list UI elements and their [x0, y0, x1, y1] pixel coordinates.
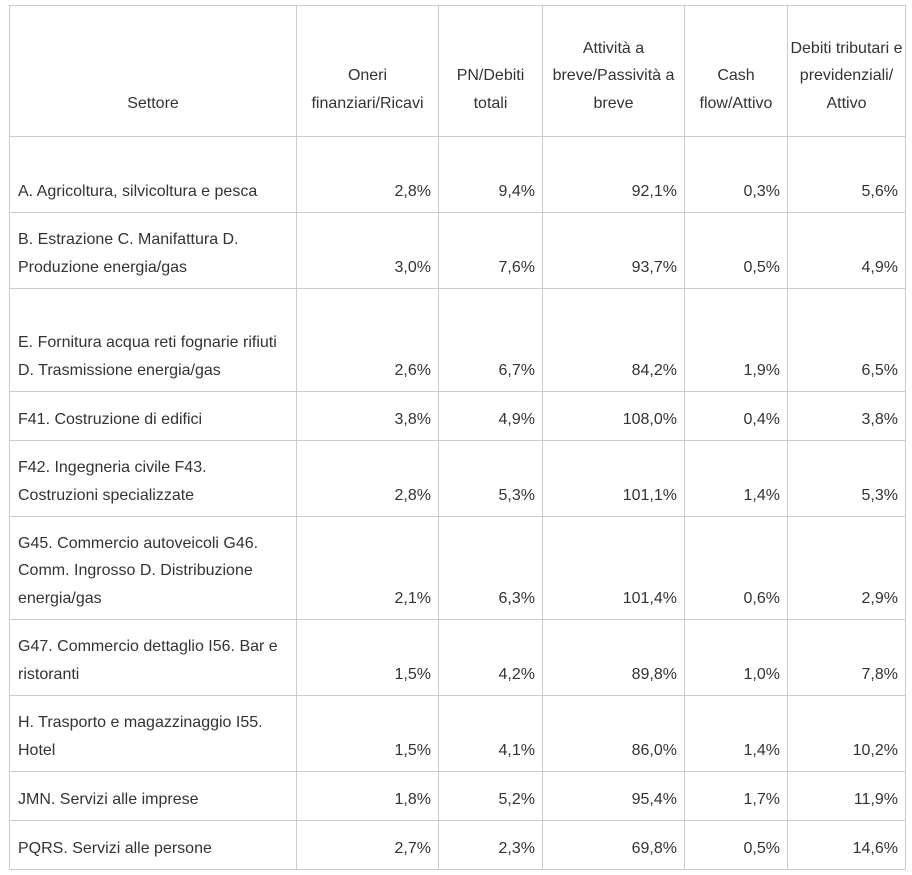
table-row: [10, 392, 906, 441]
attivita-cell: 95,4%: [543, 772, 685, 821]
pn-cell: 7,6%: [439, 213, 543, 289]
oneri-cell: 1,5%: [297, 696, 439, 772]
header-settore: Settore: [10, 6, 297, 137]
oneri-cell: 2,7%: [297, 821, 439, 870]
oneri-cell: 1,5%: [297, 620, 439, 696]
oneri-cell: 2,8%: [297, 441, 439, 517]
table-row: [10, 213, 906, 289]
attivita-cell: 101,1%: [543, 441, 685, 517]
cash-flow-cell: 1,4%: [685, 441, 788, 517]
cash-flow-cell: 0,4%: [685, 392, 788, 441]
attivita-cell: 86,0%: [543, 696, 685, 772]
cash-flow-cell: 1,0%: [685, 620, 788, 696]
sector-cell: JMN. Servizi alle imprese: [10, 772, 297, 821]
pn-cell: 4,2%: [439, 620, 543, 696]
header-attivita-passivita: Attività a breve/Passività a breve: [543, 6, 685, 137]
table-row: [10, 821, 906, 870]
header-cash-flow: Cash flow/Attivo: [685, 6, 788, 137]
attivita-cell: 92,1%: [543, 137, 685, 213]
sector-cell: A. Agricoltura, silvicoltura e pesca: [10, 137, 297, 213]
debiti-cell: 3,8%: [788, 392, 906, 441]
sector-cell: G47. Commercio dettaglio I56. Bar e ristoranti: [10, 620, 297, 696]
pn-cell: 5,3%: [439, 441, 543, 517]
pn-cell: 9,4%: [439, 137, 543, 213]
header-oneri-finanziari: Oneri finanziari/Ricavi: [297, 6, 439, 137]
attivita-cell: 108,0%: [543, 392, 685, 441]
pn-cell: 2,3%: [439, 821, 543, 870]
cash-flow-cell: 1,7%: [685, 772, 788, 821]
cash-flow-cell: 1,9%: [685, 289, 788, 392]
debiti-cell: 5,3%: [788, 441, 906, 517]
debiti-cell: 2,9%: [788, 517, 906, 620]
debiti-cell: 7,8%: [788, 620, 906, 696]
attivita-cell: 84,2%: [543, 289, 685, 392]
oneri-cell: 3,8%: [297, 392, 439, 441]
pn-cell: 4,9%: [439, 392, 543, 441]
table-row: [10, 289, 906, 392]
sector-cell: F42. Ingegneria civile F43. Costruzioni specializzate: [10, 441, 297, 517]
table-row: [10, 620, 906, 696]
attivita-cell: 89,8%: [543, 620, 685, 696]
sector-cell: E. Fornitura acqua reti fognarie rifiuti D. Trasmissione energia/gas: [10, 289, 297, 392]
oneri-cell: 3,0%: [297, 213, 439, 289]
pn-cell: 6,3%: [439, 517, 543, 620]
oneri-cell: 2,8%: [297, 137, 439, 213]
pn-cell: 6,7%: [439, 289, 543, 392]
debiti-cell: 5,6%: [788, 137, 906, 213]
table-row: [10, 696, 906, 772]
attivita-cell: 93,7%: [543, 213, 685, 289]
cash-flow-cell: 0,6%: [685, 517, 788, 620]
sector-cell: B. Estrazione C. Manifattura D. Produzione energia/gas: [10, 213, 297, 289]
attivita-cell: 101,4%: [543, 517, 685, 620]
oneri-cell: 2,1%: [297, 517, 439, 620]
cash-flow-cell: 0,3%: [685, 137, 788, 213]
table-row: [10, 772, 906, 821]
table-header-row: [10, 6, 906, 137]
attivita-cell: 69,8%: [543, 821, 685, 870]
debiti-cell: 10,2%: [788, 696, 906, 772]
cash-flow-cell: 0,5%: [685, 821, 788, 870]
oneri-cell: 2,6%: [297, 289, 439, 392]
table-row: [10, 441, 906, 517]
debiti-cell: 11,9%: [788, 772, 906, 821]
header-debiti-tributari: Debiti tributari e previdenziali/ Attivo: [788, 6, 906, 137]
debiti-cell: 14,6%: [788, 821, 906, 870]
table-row: [10, 517, 906, 620]
oneri-cell: 1,8%: [297, 772, 439, 821]
header-pn-debiti: PN/Debiti totali: [439, 6, 543, 137]
table-row: [10, 137, 906, 213]
sector-ratios-table: [9, 5, 906, 870]
sector-cell: PQRS. Servizi alle persone: [10, 821, 297, 870]
sector-cell: H. Trasporto e magazzinaggio I55. Hotel: [10, 696, 297, 772]
cash-flow-cell: 0,5%: [685, 213, 788, 289]
pn-cell: 4,1%: [439, 696, 543, 772]
cash-flow-cell: 1,4%: [685, 696, 788, 772]
debiti-cell: 6,5%: [788, 289, 906, 392]
sector-cell: F41. Costruzione di edifici: [10, 392, 297, 441]
pn-cell: 5,2%: [439, 772, 543, 821]
sector-cell: G45. Commercio autoveicoli G46. Comm. Ingrosso D. Distribuzione energia/gas: [10, 517, 297, 620]
debiti-cell: 4,9%: [788, 213, 906, 289]
